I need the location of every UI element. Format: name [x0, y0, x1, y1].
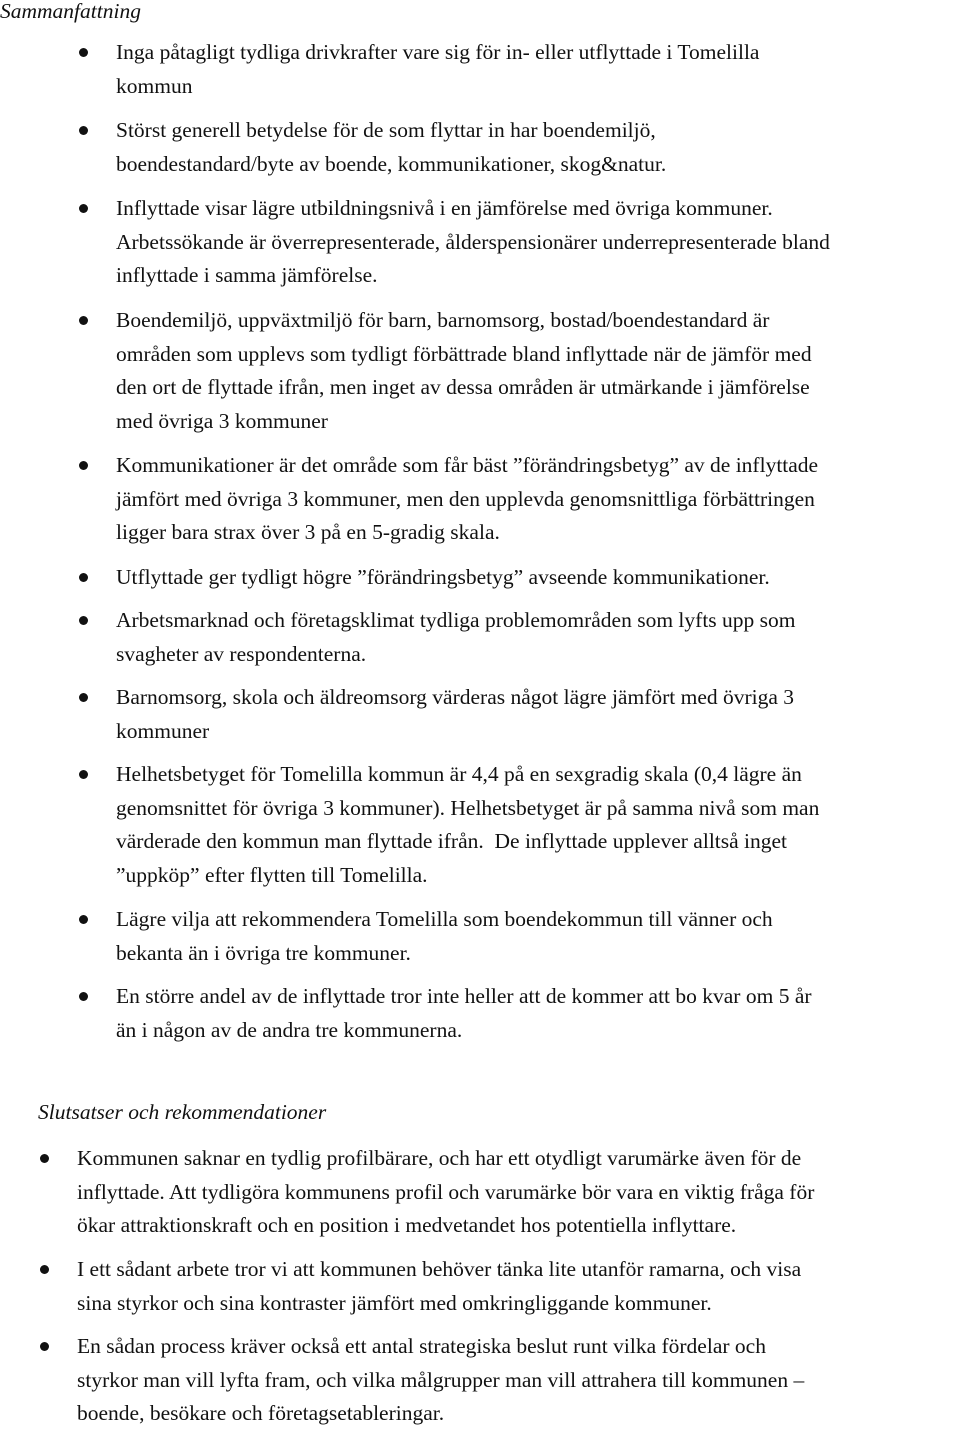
text-line: ligger bara strax över 3 på en 5-gradig skala.: [116, 520, 500, 544]
bullet-icon: [79, 204, 88, 213]
bullet-icon: [79, 461, 88, 470]
summary-item-text: [116, 304, 960, 438]
bullet-icon: [79, 992, 88, 1001]
bullet-icon: [40, 1265, 49, 1274]
text-line: Arbetssökande är överrepresenterade, ålderspensionärer underrepresenterade bland: [116, 229, 830, 254]
summary-item-text: [116, 758, 960, 892]
text-line: Kommunen saknar en tydlig profilbärare, och har ett otydligt varumärke även för de: [77, 1146, 802, 1170]
text-line: I ett sådant arbete tror vi att kommunen behöver tänka lite utanför ramarna, och visa: [77, 1257, 802, 1281]
conclusions-item-text: [77, 1142, 960, 1243]
text-line: sina styrkor och sina kontraster jämfört med omkringliggande kommuner.: [77, 1290, 712, 1315]
text-line: Barnomsorg, skola och äldreomsorg värderas något lägre jämfört med övriga 3: [116, 685, 795, 709]
bullet-icon: [79, 693, 88, 702]
conclusions-heading: Slutsatser och rekommendationer: [38, 1100, 327, 1124]
summary-item-text: [116, 604, 960, 671]
summary-item-text: [116, 114, 960, 181]
conclusions-item-text: [77, 1253, 960, 1320]
text-line: kommun: [116, 73, 193, 98]
text-line: kommuner: [116, 718, 210, 743]
text-line: än i någon av de andra tre kommunerna.: [116, 1017, 463, 1042]
bullet-icon: [40, 1342, 49, 1351]
text-line: ökar attraktionskraft och en position i medvetandet hos potentiella inflyttare.: [77, 1213, 737, 1237]
text-line: boendestandard/byte av boende, kommunikationer, skog&natur.: [116, 151, 667, 176]
text-line: ”uppköp” efter flytten till Tomelilla.: [116, 862, 428, 887]
text-line: jämfört med övriga 3 kommuner, men den upplevda genomsnittliga förbättringen: [116, 486, 815, 511]
text-line: inflyttade. Att tydligöra kommunens profil och varumärke bör vara en viktig fråga för: [77, 1179, 815, 1204]
text-line: Arbetsmarknad och företagsklimat tydliga problemområden som lyfts upp som: [116, 608, 796, 632]
summary-item-text: [116, 980, 960, 1047]
text-line: En större andel av de inflyttade tror inte heller att de kommer att bo kvar om 5 år: [116, 984, 812, 1008]
text-line: inflyttade i samma jämförelse.: [116, 263, 378, 287]
text-line: områden som upplevs som tydligt förbättrade bland inflyttade när de jämför med: [116, 341, 812, 366]
summary-item-text: [116, 36, 960, 103]
text-line: Inflyttade visar lägre utbildningsnivå i en jämförelse med övriga kommuner.: [116, 196, 773, 220]
text-line: med övriga 3 kommuner: [116, 408, 328, 433]
summary-item-text: [116, 192, 960, 293]
text-line: genomsnittet för övriga 3 kommuner). Helhetsbetyget är på samma nivå som man: [116, 795, 820, 820]
text-line: Helhetsbetyget för Tomelilla kommun är 4,4 på en sexgradig skala (0,4 lägre än: [116, 762, 802, 786]
summary-item-text: [116, 449, 960, 550]
text-line: Lägre vilja att rekommendera Tomelilla som boendekommun till vänner och: [116, 907, 773, 931]
text-line: bekanta än i övriga tre kommuner.: [116, 940, 411, 965]
bullet-icon: [79, 126, 88, 135]
text-line: Kommunikationer är det område som får bäst ”förändringsbetyg” av de inflyttade: [116, 453, 819, 477]
bullet-icon: [79, 48, 88, 57]
text-line: svagheter av respondenterna.: [116, 641, 367, 666]
text-line: värderade den kommun man flyttade ifrån. De inflyttade upplever alltså inget: [116, 829, 788, 853]
text-line: Inga påtagligt tydliga drivkrafter vare sig för in- eller utflyttade i Tomelilla: [116, 40, 760, 64]
bullet-icon: [79, 573, 88, 582]
bullet-icon: [79, 770, 88, 779]
text-line: Utflyttade ger tydligt högre ”förändringsbetyg” avseende kommunikationer.: [116, 565, 770, 589]
bullet-icon: [79, 616, 88, 625]
text-line: den ort de flyttade ifrån, men inget av dessa områden är utmärkande i jämförelse: [116, 375, 810, 399]
bullet-icon: [79, 316, 88, 325]
bullet-icon: [40, 1154, 49, 1163]
summary-item-text: [116, 681, 960, 748]
text-line: Störst generell betydelse för de som flyttar in har boendemiljö,: [116, 118, 656, 142]
summary-heading: Sammanfattning: [0, 0, 141, 23]
conclusions-item-text: [77, 1330, 960, 1431]
text-line: styrkor man vill lyfta fram, och vilka målgrupper man vill attrahera till kommunen –: [77, 1367, 805, 1392]
text-line: Boendemiljö, uppväxtmiljö för barn, barnomsorg, bostad/boendestandard är: [116, 308, 770, 332]
bullet-icon: [79, 915, 88, 924]
text-line: En sådan process kräver också ett antal strategiska beslut runt vilka fördelar och: [77, 1334, 766, 1358]
summary-item-text: [116, 561, 960, 595]
text-line: boende, besökare och företagsetableringar.: [77, 1401, 445, 1425]
summary-item-text: [116, 903, 960, 970]
